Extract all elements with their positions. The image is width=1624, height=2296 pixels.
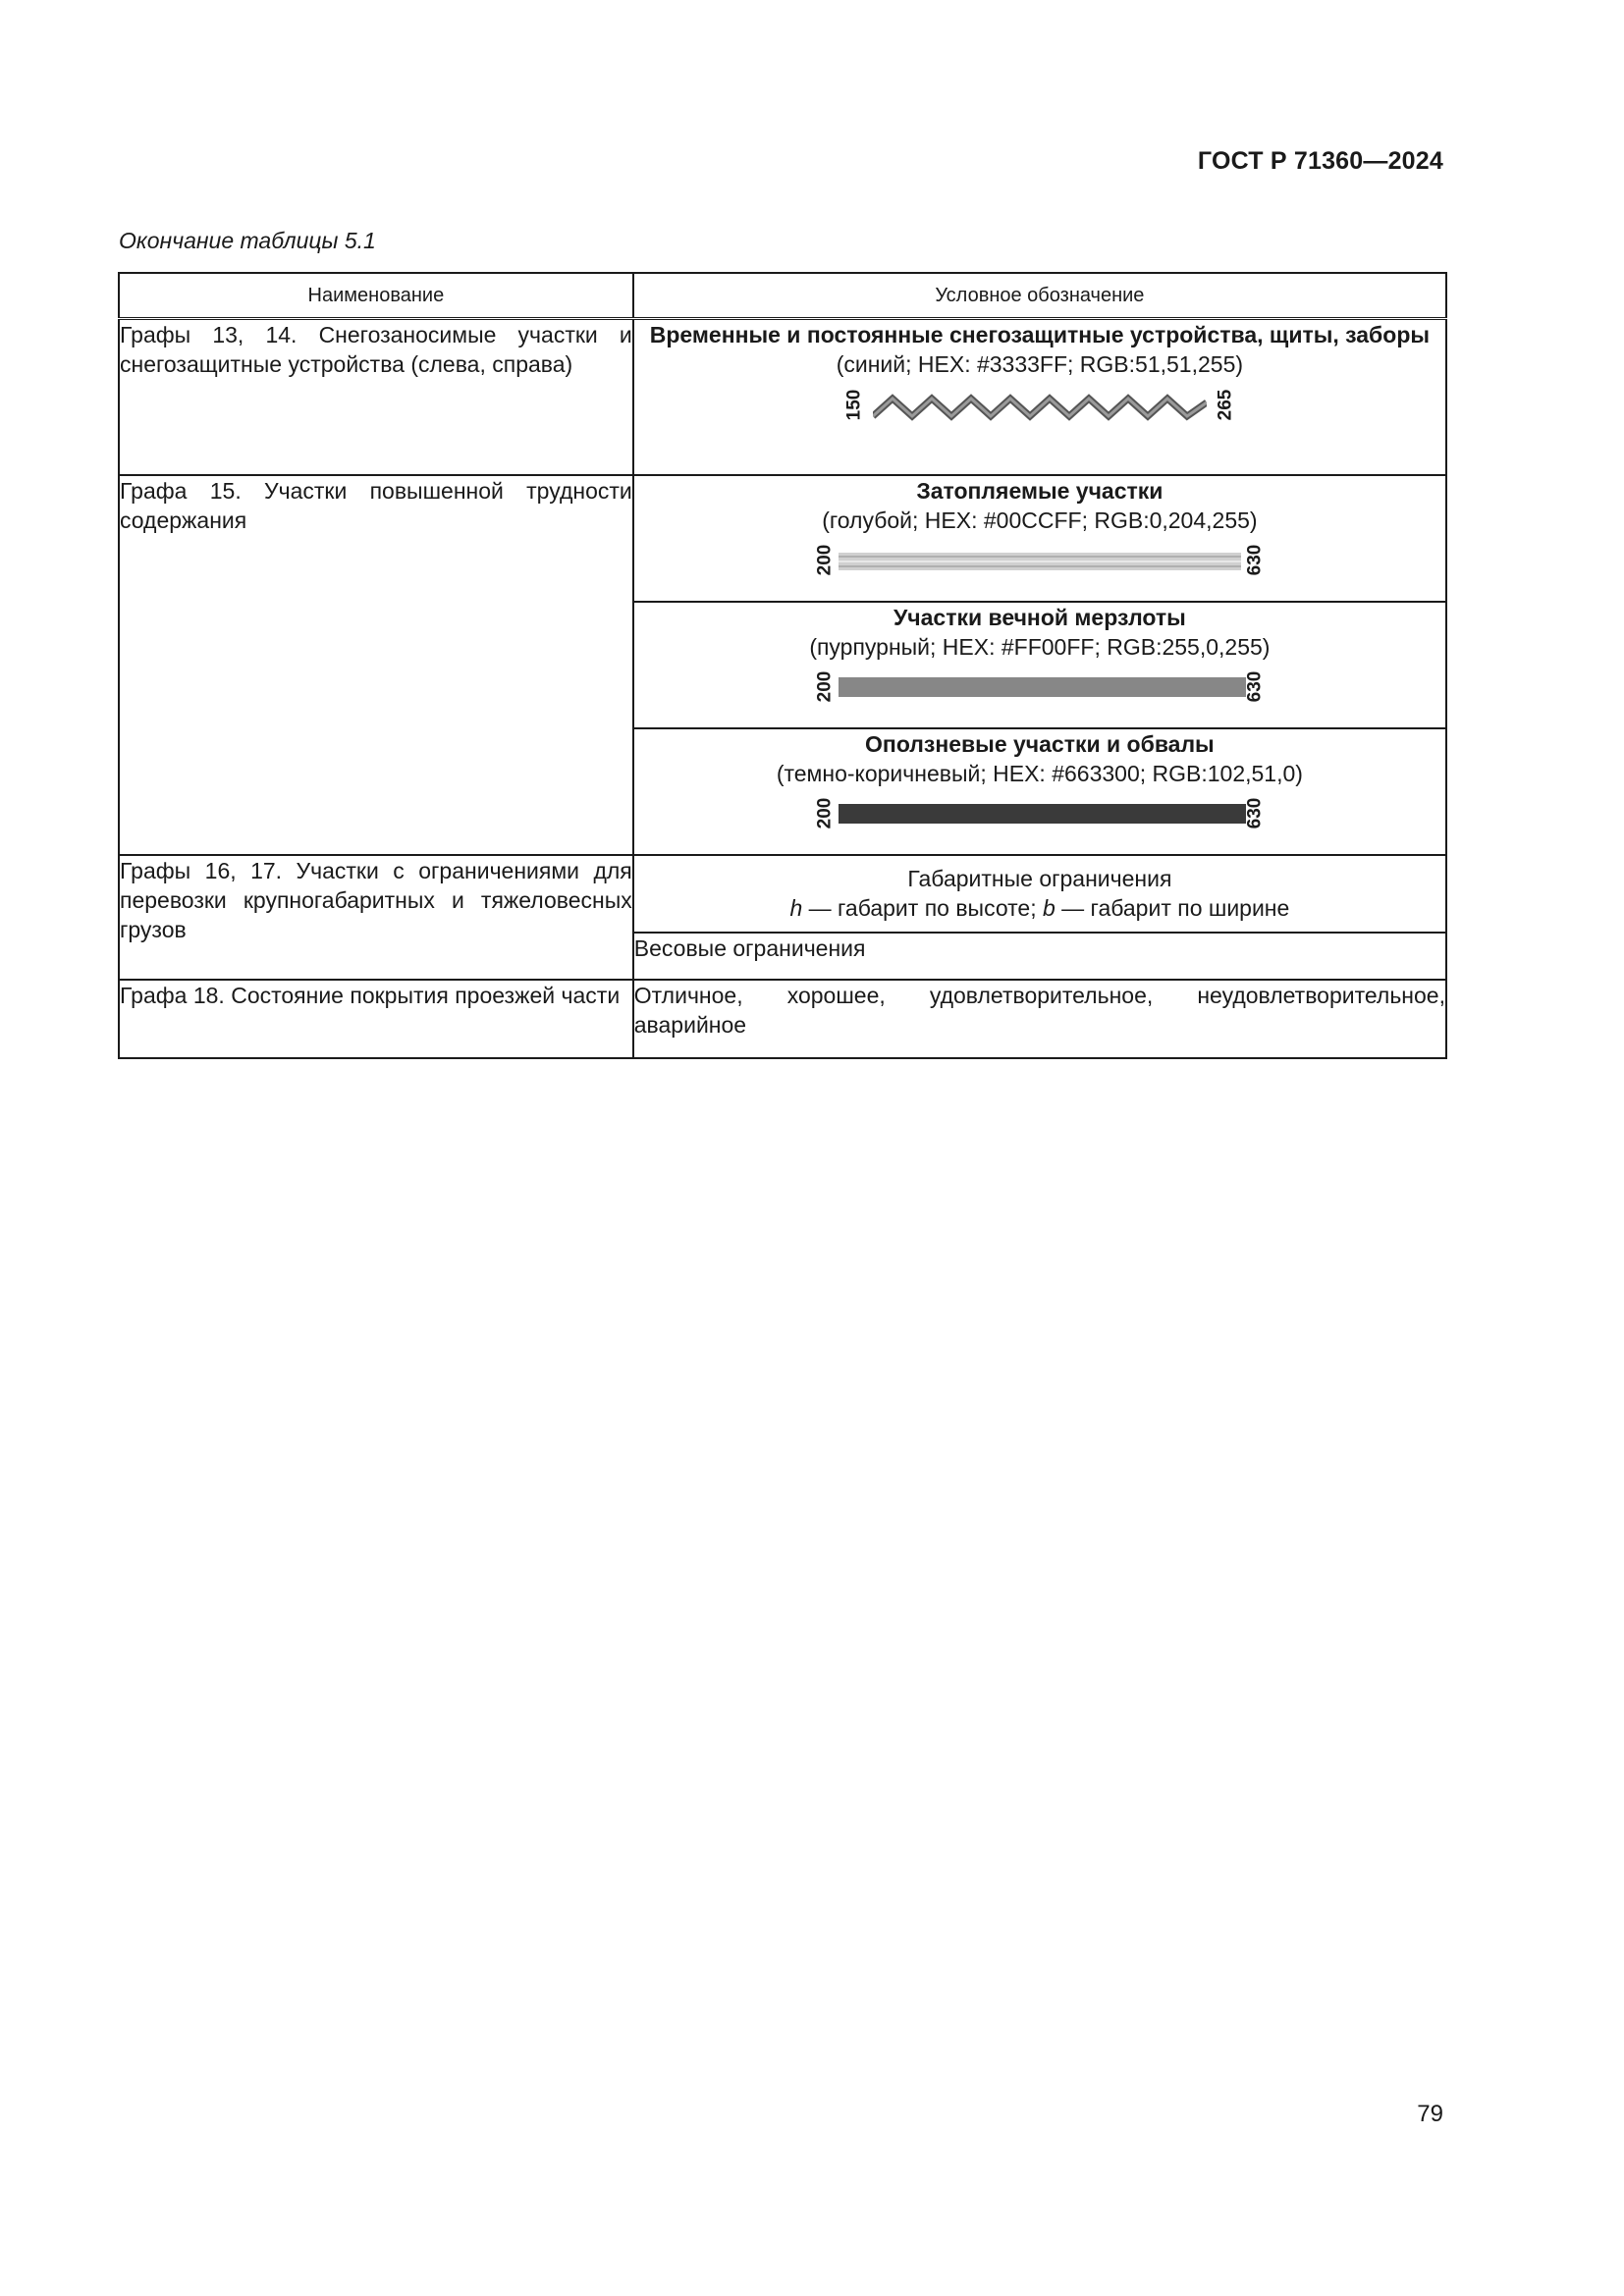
symbols-table [118, 272, 1447, 1059]
row-symbol-dimension [633, 855, 1446, 933]
start-value: 200 [814, 544, 836, 576]
end-value: 630 [1244, 544, 1266, 576]
striped-line-icon [839, 539, 1241, 582]
row-symbol-flooded [633, 475, 1446, 602]
solid-line-icon [839, 792, 1246, 835]
page-number: 79 [1417, 2101, 1443, 2127]
table-row [119, 855, 1446, 933]
table-header-row [119, 273, 1446, 319]
start-value: 150 [843, 389, 865, 420]
symbol-code: (темно-коричневый; HEX: #663300; RGB:102,51,0) [776, 760, 1303, 786]
symbol-title: Временные и постоянные снегозащитные устройства, щиты, заборы [649, 322, 1431, 347]
dimension-title: Габаритные ограничения [907, 865, 1172, 891]
row-name-snow: Графы 13, 14. Снегозаносимые участки и снегозащитные устройства (слева, справа) [119, 319, 633, 475]
row-symbol-snow [633, 319, 1446, 475]
symbol-title: Участки вечной мерзлоты [893, 604, 1186, 630]
row-name-restrictions: Графы 16, 17. Участки с ограничениями для перевозки крупногабаритных и тяжеловесных грузов [119, 855, 633, 980]
start-value: 200 [814, 797, 836, 829]
table-row [119, 475, 1446, 602]
symbol-code: (голубой; HEX: #00CCFF; RGB:0,204,255) [822, 507, 1258, 533]
end-value: 265 [1215, 389, 1236, 420]
width-text: — габарит по ширине [1055, 894, 1290, 921]
height-text: — габарит по высоте; [802, 894, 1043, 921]
column-header-name: Наименование [119, 273, 633, 319]
solid-line-icon [839, 666, 1246, 709]
row-symbol-permafrost [633, 602, 1446, 728]
row-symbol-surface: Отличное, хорошее, удовлетворительное, неудовлетворительное, аварийное [633, 980, 1446, 1058]
start-value: 200 [814, 670, 836, 703]
symbol-code: (пурпурный; HEX: #FF00FF; RGB:255,0,255) [809, 633, 1271, 660]
symbol-code: (синий; HEX: #3333FF; RGB:51,51,255) [836, 351, 1244, 377]
row-symbol-weight: Весовые ограничения [633, 933, 1446, 980]
table-caption: Окончание таблицы 5.1 [119, 228, 376, 253]
width-letter: b [1042, 894, 1056, 921]
dimension-description [634, 893, 1445, 923]
row-symbol-landslide [633, 728, 1446, 855]
end-value: 630 [1244, 670, 1266, 703]
solid-line-symbol [814, 666, 1266, 709]
zigzag-line-symbol [843, 383, 1236, 426]
symbol-title: Затопляемые участки [916, 477, 1164, 504]
solid-line-symbol [814, 792, 1266, 835]
end-value: 630 [1244, 797, 1266, 829]
standard-header: ГОСТ Р 71360—2024 [1197, 147, 1443, 175]
row-name-surface: Графа 18. Состояние покрытия проезжей части [119, 980, 633, 1058]
symbol-title: Оползневые участки и обвалы [865, 730, 1215, 757]
zigzag-line-icon [873, 383, 1207, 426]
height-letter: h [789, 894, 803, 921]
column-header-symbol: Условное обозначение [633, 273, 1446, 319]
row-name-difficult: Графа 15. Участки повышенной трудности содержания [119, 475, 633, 855]
table-row [119, 319, 1446, 475]
table-row [119, 980, 1446, 1058]
striped-line-symbol [814, 539, 1266, 582]
